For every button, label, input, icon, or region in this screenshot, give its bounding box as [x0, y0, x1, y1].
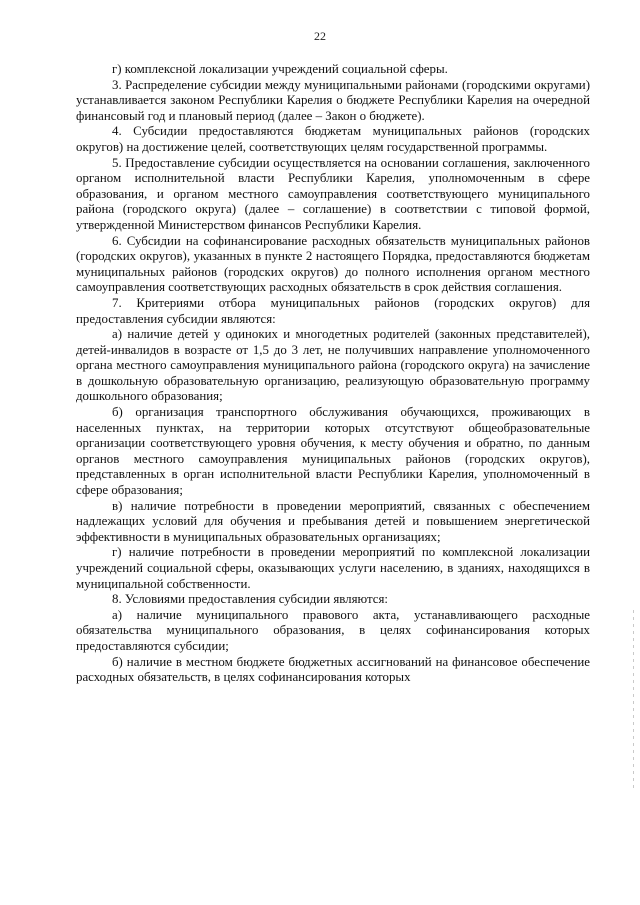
- paragraph-5-agreement: 5. Предоставление субсидии осуществляется на основании соглашения, заключенного органом исполнительной власти Республики Карелия, уполномоченным в сфере образования, и органом местного самоуправления соответствующего муниципального района (городского округа) (далее – соглашение) в соответствии с типовой формой, утвержденной Министерством финансов Республики Карелия.: [76, 155, 590, 232]
- criterion-v: в) наличие потребности в проведении мероприятий, связанных с обеспечением надлежащих условий для обучения и пребывания детей и повышением энергетической эффективности в муниципальных образовательных организациях;: [76, 498, 590, 544]
- paragraph-4-subsidies: 4. Субсидии предоставляются бюджетам муниципальных районов (городских округов) на достижение целей, соответствующих целям государственной программы.: [76, 124, 590, 154]
- paragraph-6-cofinancing: 6. Субсидии на софинансирование расходных обязательств муниципальных районов (городских округов), указанных в пункте 2 настоящего Порядка, предоставляются бюджетам муниципальных районов (городских округов) до полного исполнения органом местного самоуправления соответствующих расходных обязательств в срок действия соглашения.: [76, 233, 590, 295]
- condition-b: б) наличие в местном бюджете бюджетных ассигнований на финансовое обеспечение расходных обязательств, в целях софинансирования которых: [76, 654, 590, 685]
- criterion-g: г) наличие потребности в проведении мероприятий по комплексной локализации учреждений социальной сферы, оказывающих услуги населению, в зданиях, находящихся в муниципальной собственности.: [76, 545, 590, 591]
- criterion-b: б) организация транспортного обслуживания обучающихся, проживающих в населенных пунктах, на территории которых отсутствуют общеобразовательные организации соответствующего уровня обучения, к месту обучения и обратно, по данным органов местного самоуправления муниципальных районов (городских округов), представленных в орган исполнительной власти Республики Карелия, уполномоченный в сфере образования;: [76, 405, 590, 498]
- page-number: 22: [314, 29, 326, 43]
- condition-a: а) наличие муниципального правового акта, устанавливающего расходные обязательства муниципального образования, в целях софинансирования которых предоставляются субсидии;: [76, 607, 590, 653]
- scan-edge-mark: [633, 610, 634, 790]
- paragraph-3-distribution: 3. Распределение субсидии между муниципальными районами (городскими округами) устанавливается законом Республики Карелия о бюджете Республики Карелия на очередной финансовый год и плановый период (далее – Закон о бюджете).: [76, 77, 590, 123]
- criterion-a: а) наличие детей у одиноких и многодетных родителей (законных представителей), детей-инвалидов в возрасте от 1,5 до 3 лет, не получивших направление уполномоченного органа местного самоуправления муниципального района (городского округа) на зачисление в дошкольную образовательную организацию, реализующую образовательную программу дошкольного образования;: [76, 327, 590, 404]
- paragraph-7-criteria: 7. Критериями отбора муниципальных районов (городских округов) для предоставления субсидии являются:: [76, 295, 590, 326]
- document-body: [76, 62, 590, 686]
- paragraph-item-g-localization: г) комплексной локализации учреждений социальной сферы.: [112, 62, 448, 76]
- paragraph-8-conditions: 8. Условиями предоставления субсидии являются:: [112, 592, 389, 607]
